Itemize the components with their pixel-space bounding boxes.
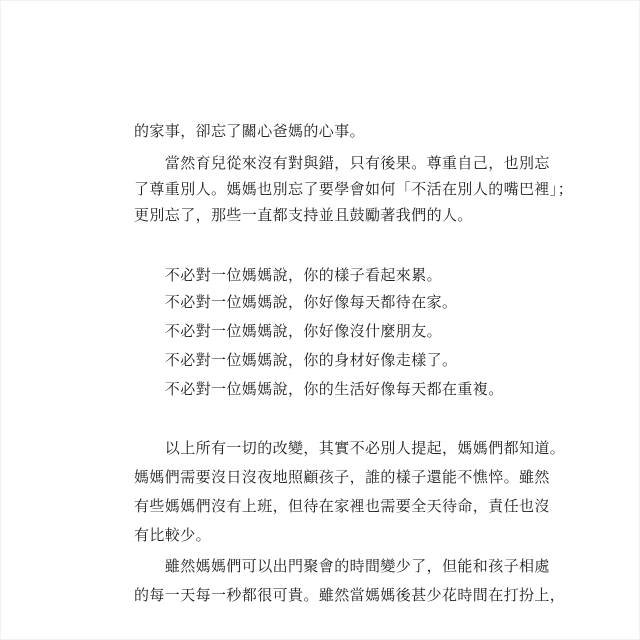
paragraph-3-line-3: 有些媽媽們沒有上班，但待在家裡也需要全天待命，責任也沒 — [134, 497, 550, 515]
spacer — [134, 404, 519, 434]
paragraph-2-line-1: 當然育兒從來沒有對與錯，只有後果。尊重自己，也別忘 — [134, 154, 550, 172]
paragraph-3-line-2: 媽媽們需要沒日沒夜地照顧孩子，誰的樣子還能不憔悴。雖然 — [134, 468, 550, 486]
paragraph-2-line-2: 了尊重別人。媽媽也別忘了要學會如何「不活在別人的嘴巴裡」； — [134, 180, 574, 198]
spacer — [134, 228, 519, 262]
paragraph-3-line-4: 有比較少。 — [134, 526, 212, 544]
list-item: 不必對一位媽媽說，你好像每天都待在家。 — [134, 293, 458, 311]
list-item: 不必對一位媽媽說，你好像沒什麼朋友。 — [134, 322, 443, 340]
list-item: 不必對一位媽媽說，你的生活好像每天都在重複。 — [134, 380, 504, 398]
paragraph-2-line-3: 更別忘了，那些一直都支持並且鼓勵著我們的人。 — [134, 206, 473, 224]
list-item: 不必對一位媽媽說，你的樣子看起來累。 — [134, 266, 443, 284]
paragraph-1-line-1: 的家事，卻忘了關心爸媽的心事。 — [134, 122, 366, 140]
page-text — [134, 118, 574, 610]
paragraph-4-line-2: 的每一天每一秒都很可貴。雖然當媽媽後甚少花時間在打扮上， — [134, 586, 566, 604]
paragraph-4-line-1: 雖然媽媽們可以出門聚會的時間變少了，但能和孩子相處 — [134, 557, 550, 575]
paragraph-3-line-1: 以上所有一切的改變，其實不必別人提起，媽媽們都知道。 — [134, 439, 566, 457]
list-item: 不必對一位媽媽說，你的身材好像走樣了。 — [134, 351, 458, 369]
